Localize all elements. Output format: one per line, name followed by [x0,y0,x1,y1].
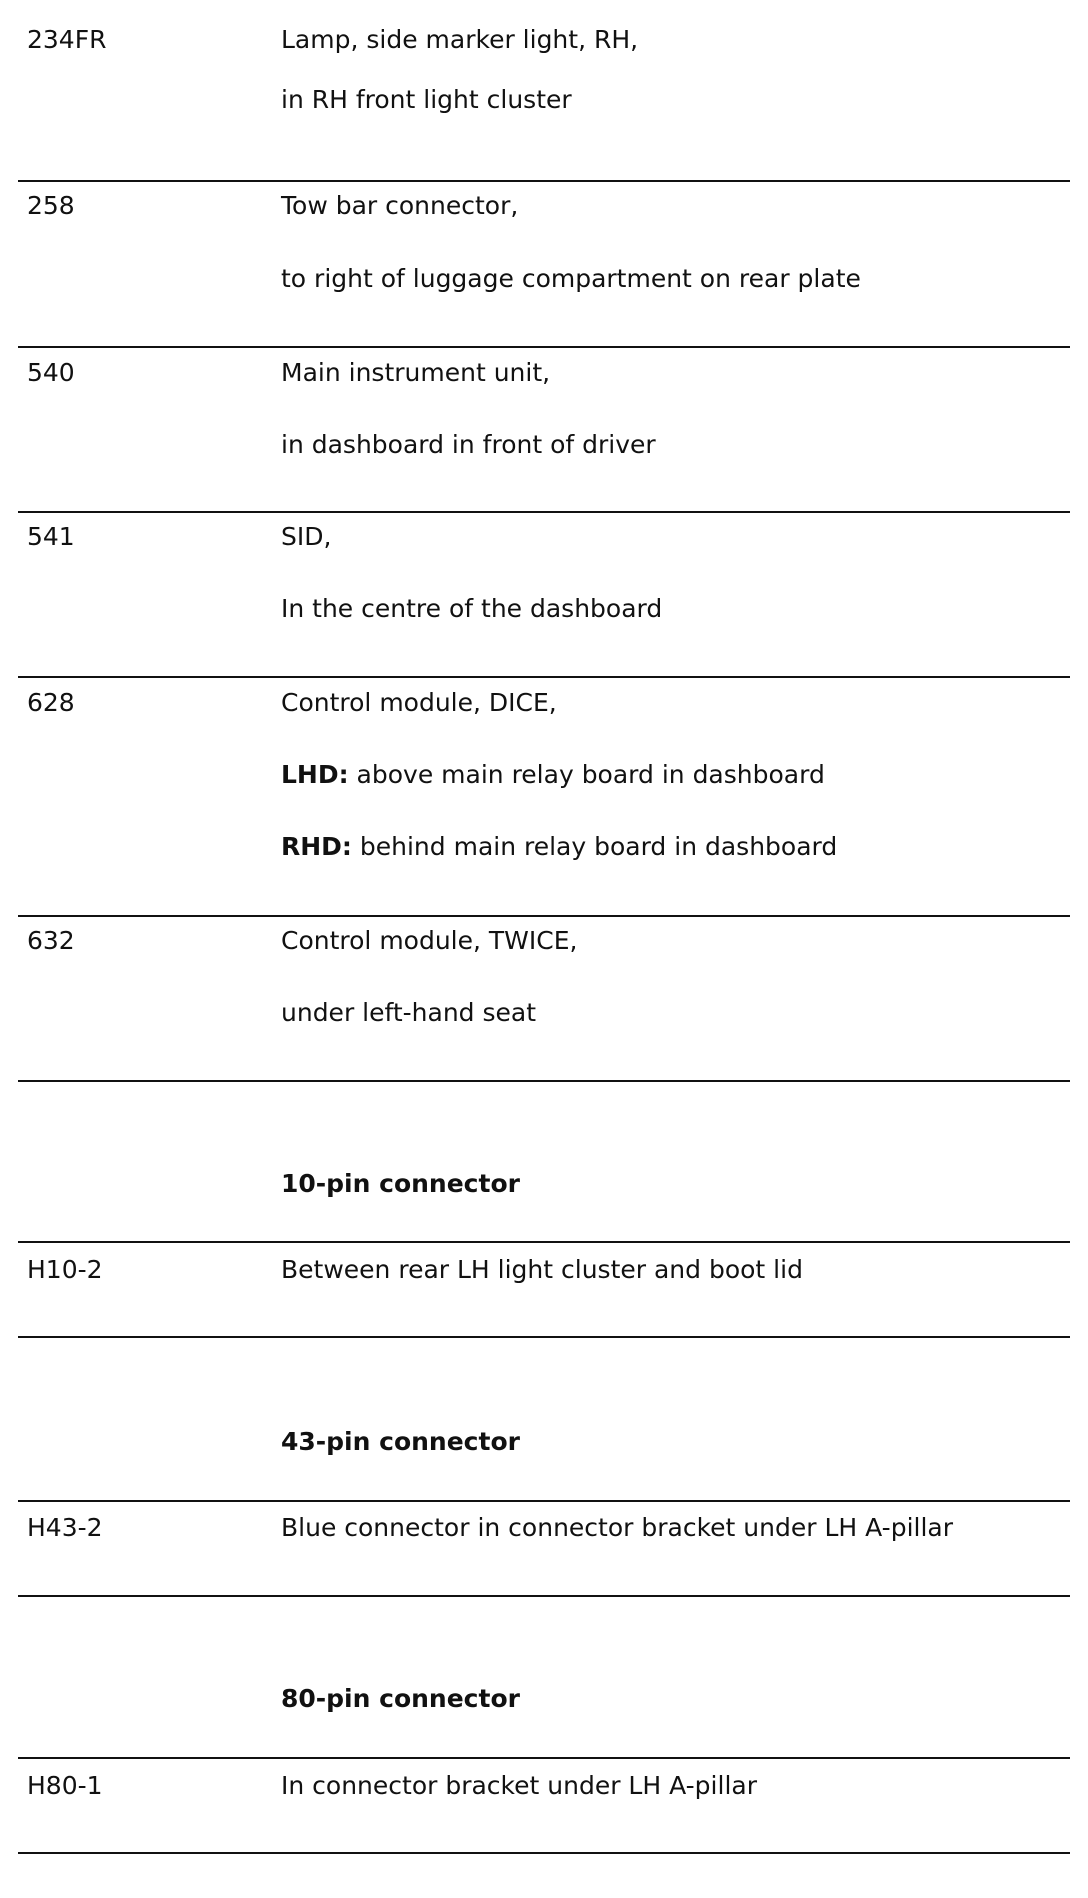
component-description: Control module, DICE, [281,688,557,717]
row-divider [18,1757,1070,1759]
drive-side-label: RHD: [281,832,352,861]
connector-code: H80-1 [27,1771,103,1800]
row-divider [18,1336,1070,1338]
drive-side-label: LHD: [281,760,349,789]
component-description: Lamp, side marker light, RH, [281,25,639,54]
location-text: behind main relay board in dashboard [351,832,838,861]
connector-location: In connector bracket under LH A-pillar [281,1771,757,1800]
component-location: In the centre of the dashboard [281,594,663,623]
component-code: 632 [27,926,75,955]
component-code: 234FR [27,25,107,54]
row-divider [18,1500,1070,1502]
component-code: 541 [27,522,75,551]
row-divider [18,1241,1070,1243]
row-divider [18,346,1070,348]
row-divider [18,180,1070,182]
component-code: 258 [27,191,75,220]
component-location [281,832,837,862]
component-location: in RH front light cluster [281,85,572,114]
connector-location: Blue connector in connector bracket under LH A-pillar [281,1513,954,1542]
row-divider [18,1595,1070,1597]
component-location: to right of luggage compartment on rear plate [281,264,861,293]
component-code: 628 [27,688,75,717]
component-location: in dashboard in front of driver [281,430,656,459]
component-location: under left-hand seat [281,998,537,1027]
section-heading: 10-pin connector [281,1169,520,1198]
component-description: SID, [281,522,332,551]
component-code: 540 [27,358,75,387]
connector-code: H43-2 [27,1513,103,1542]
section-heading: 80-pin connector [281,1684,520,1713]
row-divider [18,676,1070,678]
row-divider [18,511,1070,513]
row-divider [18,1852,1070,1854]
component-description: Control module, TWICE, [281,926,578,955]
component-description: Tow bar connector, [281,191,519,220]
section-heading: 43-pin connector [281,1427,520,1456]
connector-code: H10-2 [27,1255,103,1284]
row-divider [18,915,1070,917]
row-divider [18,1080,1070,1082]
component-location [281,760,825,790]
component-description: Main instrument unit, [281,358,551,387]
connector-location: Between rear LH light cluster and boot lid [281,1255,803,1284]
location-text: above main relay board in dashboard [348,760,825,789]
